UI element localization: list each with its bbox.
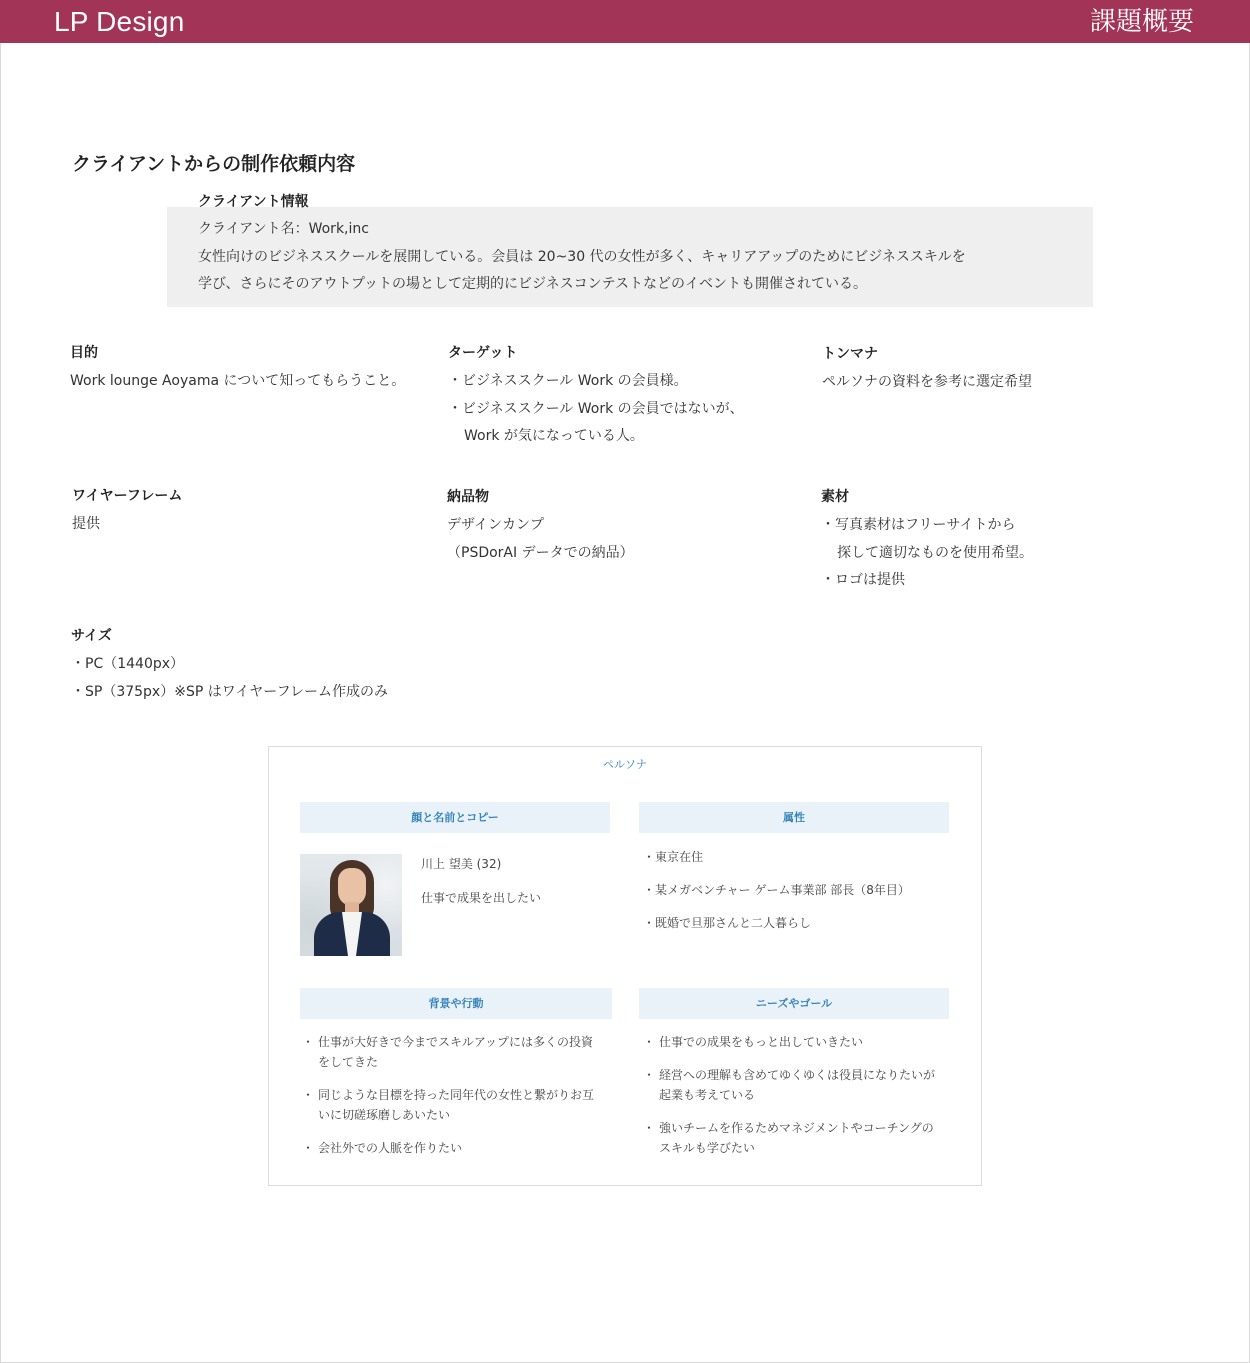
deliverable-line: デザインカンプ	[447, 517, 545, 533]
bullet-icon: ・	[643, 1121, 656, 1135]
materials-label: 素材	[821, 489, 849, 505]
attribute-item: ・某メガベンチャー ゲーム事業部 部長（8年目）	[643, 883, 910, 897]
tone-block	[822, 342, 1032, 397]
materials-line: 探して適切なものを使用希望。	[837, 544, 1033, 561]
wireframe-label: ワイヤーフレーム	[72, 488, 183, 504]
background-item	[302, 1032, 622, 1072]
background-item-line: いに切磋琢磨しあいたい	[318, 1108, 451, 1122]
target-line: Work が気になっている人。	[464, 428, 644, 444]
header-bar	[0, 0, 1250, 43]
deliverable-block	[447, 485, 634, 567]
materials-line: ・ロゴは提供	[821, 572, 905, 588]
background-item-line: 仕事が大好きで今までスキルアップには多くの投資	[318, 1035, 594, 1049]
section-title: 課題概要	[1089, 7, 1194, 37]
client-info-line: 学び、さらにそのアウトプットの場として定期的にビジネスコンテストなどのイベントも開催されている。	[198, 276, 868, 292]
tone-label: トンマナ	[822, 346, 878, 362]
client-info-line: クライアント名：Work,inc	[198, 221, 369, 237]
needs-section-heading: ニーズやゴール	[639, 988, 949, 1019]
purpose-line: Work lounge Aoyama について知ってもらうこと。	[70, 373, 406, 389]
needs-item-line: 強いチームを作るためマネジメントやコーチングの	[659, 1121, 934, 1135]
wireframe-block	[72, 484, 182, 539]
materials-block	[821, 485, 1033, 595]
attributes-section-heading: 属性	[639, 802, 949, 833]
background-item-line: 同じような目標を持った同年代の女性と繋がりお互	[318, 1088, 595, 1102]
bullet-icon: ・	[302, 1141, 315, 1155]
purpose-block	[70, 341, 405, 396]
target-block	[448, 341, 744, 451]
needs-item-line: 経営への理解も含めてゆくゆくは役員になりたいが	[659, 1068, 936, 1082]
background-section-heading: 背景や行動	[300, 988, 612, 1019]
needs-item	[643, 1118, 963, 1158]
deliverable-line: （PSDorAI データでの納品）	[447, 544, 634, 561]
attribute-item: ・既婚で旦那さんと二人暮らし	[643, 916, 812, 930]
needs-item-line: 起業も考えている	[659, 1088, 756, 1102]
face-section-heading: 顔と名前とコピー	[300, 802, 610, 833]
client-info-title: クライアント情報	[198, 194, 309, 210]
bullet-icon: ・	[643, 1035, 656, 1049]
size-label: サイズ	[71, 628, 112, 644]
materials-line: ・写真素材はフリーサイトから	[821, 517, 1016, 533]
client-info-line: 女性向けのビジネススクールを展開している。会員は 20~30 代の女性が多く、キャリアアップのためにビジネススキルを	[198, 248, 966, 265]
needs-item	[643, 1032, 963, 1052]
background-item	[302, 1138, 622, 1158]
attribute-item: ・東京在住	[643, 850, 704, 864]
bullet-icon: ・	[302, 1088, 315, 1102]
size-block	[71, 624, 388, 706]
background-item-line: 会社外での人脈を作りたい	[318, 1141, 463, 1155]
persona-name: 川上 望美 (32)	[421, 857, 502, 871]
target-line: ・ビジネススクール Work の会員様。	[448, 373, 688, 389]
target-label: ターゲット	[448, 345, 518, 361]
persona-photo	[300, 854, 402, 956]
needs-item-line: 仕事での成果をもっと出していきたい	[659, 1035, 864, 1049]
purpose-label: 目的	[70, 345, 98, 361]
brand-title: LP Design	[54, 6, 185, 37]
wireframe-line: 提供	[72, 516, 100, 532]
background-item-line: をしてきた	[318, 1055, 379, 1069]
target-line: ・ビジネススクール Work の会員ではないが、	[448, 400, 744, 417]
bullet-icon: ・	[302, 1035, 315, 1049]
persona-card	[268, 746, 982, 1186]
client-info-text	[198, 216, 1078, 299]
tone-line: ペルソナの資料を参考に選定希望	[822, 374, 1032, 390]
persona-title: ペルソナ	[603, 758, 647, 771]
size-line: ・SP（375px）※SP はワイヤーフレーム作成のみ	[71, 683, 389, 700]
needs-item	[643, 1065, 963, 1105]
needs-item-line: スキルも学びたい	[659, 1141, 755, 1155]
deliverable-label: 納品物	[447, 489, 489, 505]
page-heading: クライアントからの制作依頼内容	[72, 153, 356, 175]
bullet-icon: ・	[643, 1068, 656, 1082]
size-line: ・PC（1440px）	[71, 656, 185, 672]
persona-copy: 仕事で成果を出したい	[421, 891, 542, 905]
background-item	[302, 1085, 622, 1125]
